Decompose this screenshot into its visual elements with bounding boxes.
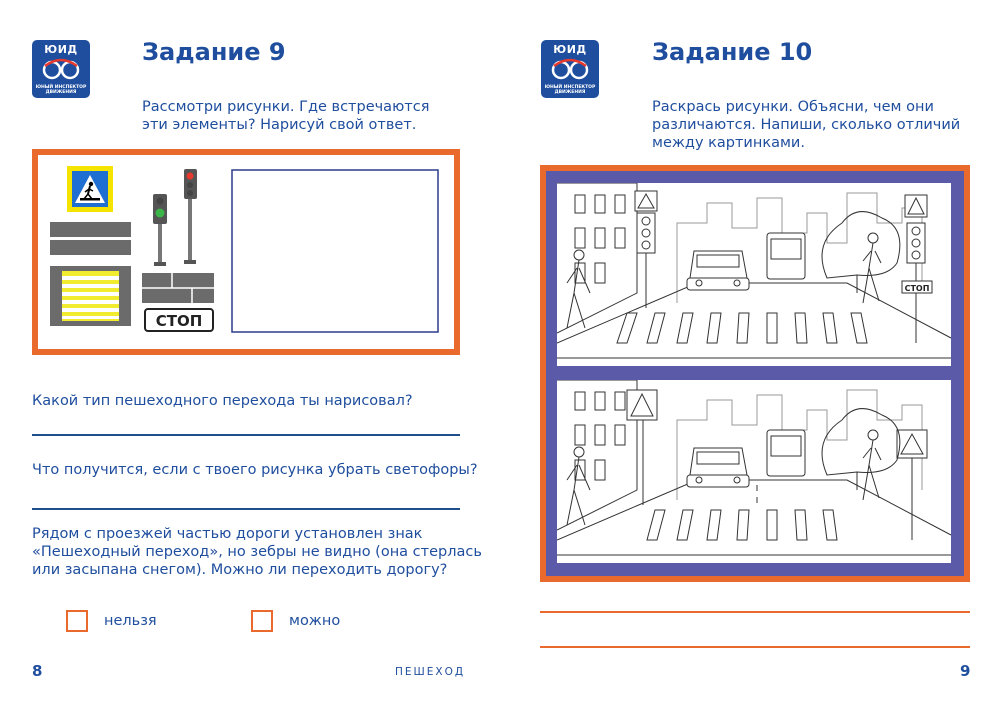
- logo-abbr: ЮИД: [44, 43, 78, 56]
- page-number-right: 9: [960, 662, 971, 680]
- question-2: Что получится, если с твоего рисунка убрать светофоры?: [32, 462, 478, 478]
- right-page: [500, 0, 1000, 707]
- question-3: Рядом с проезжей частью дороги установлен знак «Пешеходный переход», но зебры не видно (она стерлась или засыпана снегом). Можно ли переходить дорогу?: [32, 526, 482, 578]
- answer-line-1[interactable]: [540, 611, 970, 613]
- street-scene-top: [557, 183, 951, 366]
- answer-line-2[interactable]: [32, 508, 460, 510]
- traffic-light-red-icon: [184, 169, 197, 264]
- zebra-crossing-icon: [50, 266, 131, 326]
- option-yes-label: можно: [289, 613, 341, 629]
- task-title: Задание 9: [142, 38, 286, 66]
- yuid-logo: [541, 40, 599, 98]
- drawing-area: [232, 170, 438, 332]
- yuid-logo: [32, 40, 90, 98]
- checkbox-yes[interactable]: [251, 610, 273, 632]
- pavement-tiles-icon: [142, 273, 214, 303]
- answer-line-1[interactable]: [32, 434, 460, 436]
- answer-line-2[interactable]: [540, 646, 970, 648]
- logo-abbr: ЮИД: [553, 43, 587, 56]
- traffic-light-green-icon: [153, 194, 167, 266]
- option-no-label: нельзя: [104, 613, 157, 629]
- stop-plate-text: СТОП: [904, 284, 930, 293]
- pedestrian-crossing-sign-icon: [67, 166, 113, 212]
- road-elements-illustration: [32, 149, 460, 355]
- logo-subtitle: ЮНЫЙ ИНСПЕКТОР ДВИЖЕНИЯ: [35, 85, 87, 95]
- street-scene-bottom: [557, 380, 951, 563]
- task-intro: Раскрась рисунки. Объясни, чем они различаются. Напиши, сколько отличий между картинками.: [652, 99, 961, 151]
- task-title: Задание 10: [652, 38, 813, 66]
- asphalt-road-icon: [50, 222, 131, 255]
- task-intro: Рассмотри рисунки. Где встречаются эти элементы? Нарисуй свой ответ.: [142, 99, 430, 133]
- section-footer: ПЕШЕХОД: [395, 666, 466, 678]
- checkbox-no[interactable]: [66, 610, 88, 632]
- question-1: Какой тип пешеходного перехода ты нарисовал?: [32, 393, 413, 409]
- logo-subtitle: ЮНЫЙ ИНСПЕКТОР ДВИЖЕНИЯ: [544, 85, 596, 95]
- stop-plate-text: СТОП: [155, 312, 203, 330]
- page-number-left: 8: [32, 662, 43, 680]
